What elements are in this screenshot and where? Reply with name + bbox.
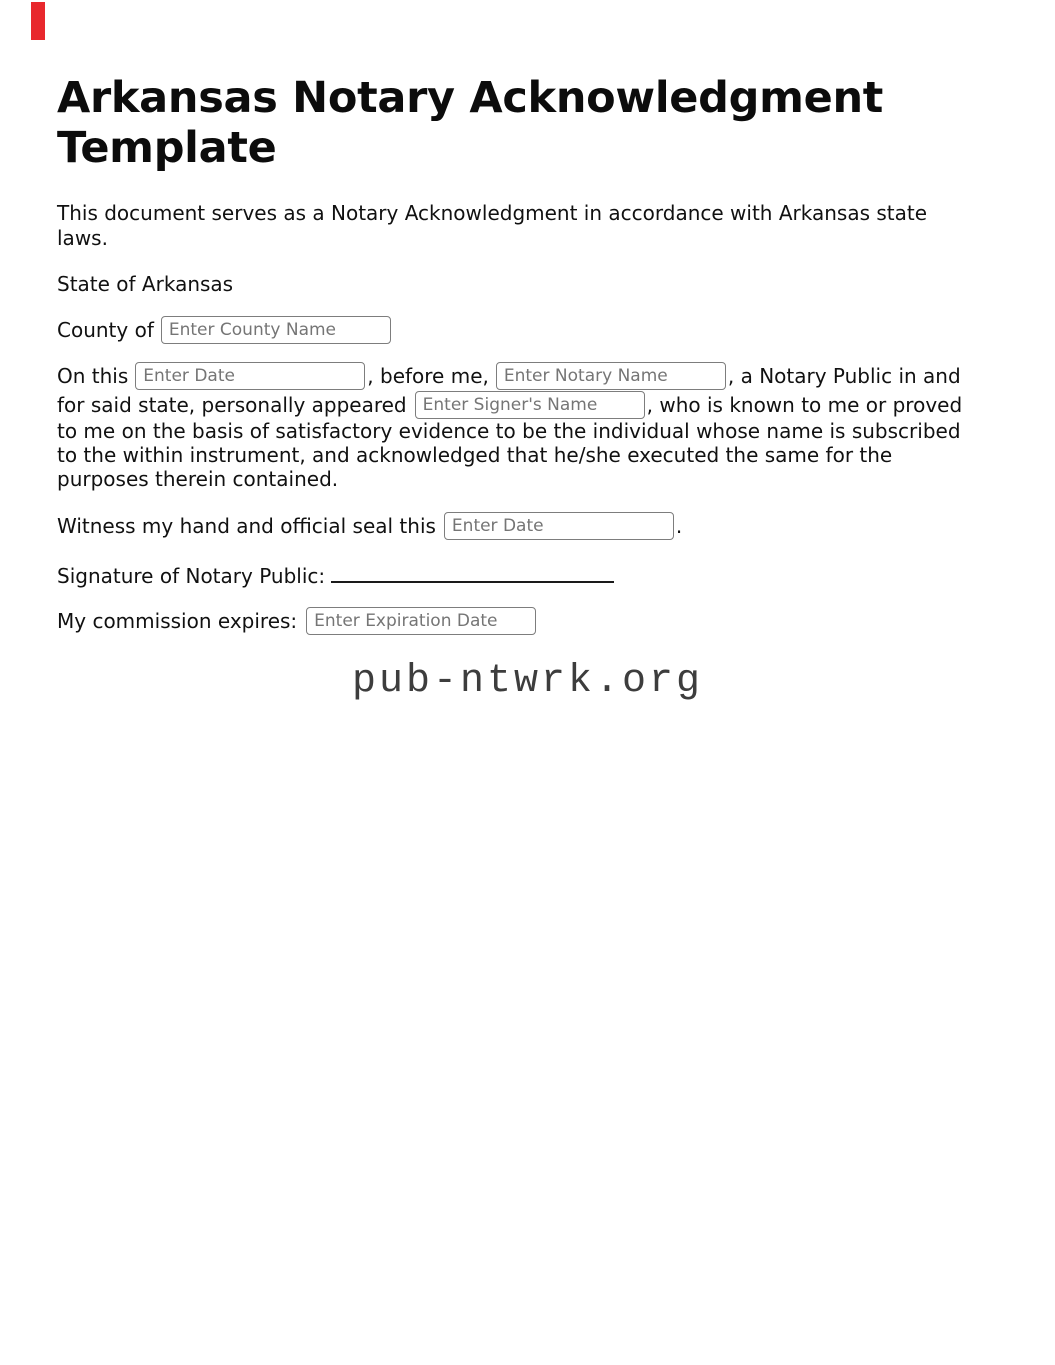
notary-name-input[interactable] (496, 362, 726, 390)
page-title-line1: Arkansas Notary Acknowledgment (57, 73, 884, 123)
witness-label: Witness my hand and official seal this (57, 514, 436, 538)
acknowledgment-line5: purposes therein contained. (57, 467, 339, 491)
acknowledgment-line3: to me on the basis of satisfactory evidence to be the individual whose name is subscribed (57, 419, 961, 443)
ack-seg-notary-public: , a Notary Public in and (727, 363, 961, 388)
signature-blank-line (331, 569, 614, 583)
signature-label: Signature of Notary Public: (57, 564, 326, 588)
witness-date-input[interactable] (444, 512, 674, 540)
state-line: State of Arkansas (57, 272, 234, 296)
watermark: pub-ntwrk.org (351, 659, 704, 704)
witness-row (57, 511, 682, 541)
ack-seg-on-this: On this (57, 363, 129, 388)
ack-seg-before-me: , before me, (367, 363, 489, 388)
commission-label: My commission expires: (57, 609, 298, 633)
page-title-line2: Template (57, 123, 277, 173)
red-marker (31, 2, 45, 40)
expiration-date-input[interactable] (306, 607, 536, 635)
date-input[interactable] (135, 362, 365, 390)
intro-line2: laws. (57, 226, 108, 250)
acknowledgment-line2 (57, 390, 962, 419)
county-input[interactable] (161, 316, 391, 344)
county-row (57, 315, 391, 345)
ack-seg-personally-appeared: for said state, personally appeared (57, 392, 407, 417)
ack-seg-who-is-known: , who is known to me or proved (646, 392, 963, 417)
acknowledgment-paragraph (57, 361, 962, 491)
acknowledgment-line4: to the within instrument, and acknowledged that he/she executed the same for the (57, 443, 893, 467)
intro-paragraph (57, 201, 927, 251)
page-title (57, 73, 883, 173)
witness-suffix: . (675, 514, 683, 538)
intro-line1: This document serves as a Notary Acknowledgment in accordance with Arkansas state (57, 201, 928, 225)
signature-row (57, 564, 614, 589)
commission-row (57, 606, 536, 636)
county-label: County of (57, 318, 154, 342)
acknowledgment-line1 (57, 361, 962, 390)
signer-name-input[interactable] (415, 391, 645, 419)
